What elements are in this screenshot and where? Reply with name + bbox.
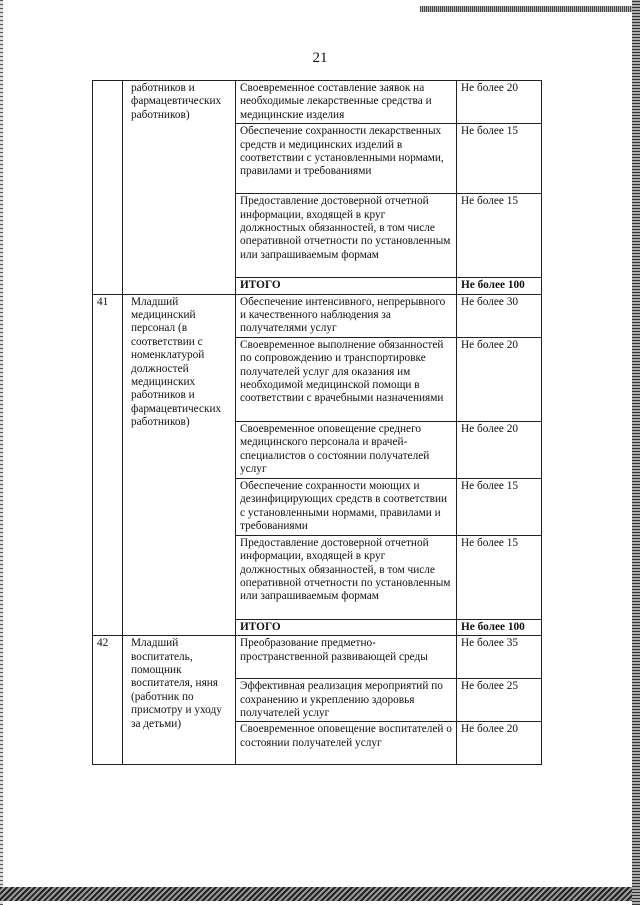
points-value: Не более 20 (457, 337, 542, 421)
points-value: Не более 20 (457, 421, 542, 478)
row-number: 42 (93, 636, 123, 765)
criteria-table (92, 80, 542, 765)
criterion-text: Предоставление достоверной отчетной информации, входящей в круг должностных обязанностей, в том числе оперативной отчетности по установленным или запрашиваемым формам (236, 194, 457, 278)
page-number: 21 (312, 50, 328, 66)
scan-edge-bottom (0, 887, 632, 901)
points-value: Не более 15 (457, 124, 542, 194)
points-value: Не более 15 (457, 478, 542, 535)
position-name: Младший воспитатель, помощник воспитателя, няня (работник по присмотру и уходу за детьми) (123, 636, 236, 765)
criterion-text: Предоставление достоверной отчетной информации, входящей в круг должностных обязанностей, в том числе оперативной отчетности по установленным или запрашиваемым формам (236, 535, 457, 619)
criterion-text: Обеспечение сохранности моющих и дезинфицирующих средств в соответствии с установленными нормами, правилами и требованиями (236, 478, 457, 535)
points-value: Не более 25 (457, 679, 542, 722)
points-value: Не более 15 (457, 194, 542, 278)
criterion-text: Своевременное оповещение воспитателей о состоянии получателей услуг (236, 722, 457, 765)
points-value: Не более 35 (457, 636, 542, 679)
points-value: Не более 20 (457, 81, 542, 124)
points-value: Не более 15 (457, 535, 542, 619)
points-value: Не более 30 (457, 294, 542, 337)
table-row (93, 636, 542, 679)
criterion-text: Преобразование предметно-пространственной развивающей среды (236, 636, 457, 679)
points-value: Не более 20 (457, 722, 542, 765)
scan-edge-left (0, 0, 3, 905)
row-number: 41 (93, 294, 123, 636)
criterion-text: Своевременное составление заявок на необходимые лекарственные средства и медицинские изделия (236, 81, 457, 124)
total-label: ИТОГО (236, 619, 457, 635)
criterion-text: Эффективная реализация мероприятий по сохранению и укреплению здоровья получателей услуг (236, 679, 457, 722)
criterion-text: Своевременное выполнение обязанностей по сопровождению и транспортировке получателей услуг для оказания им необходимой медицинской помощи в соответствии с врачебными назначениями (236, 337, 457, 421)
position-name: работников и фармацевтических работников) (123, 81, 236, 295)
scan-edge-right (632, 0, 640, 905)
scan-edge-top (420, 6, 635, 12)
total-points: Не более 100 (457, 278, 542, 294)
total-points: Не более 100 (457, 619, 542, 635)
row-number (93, 81, 123, 295)
criterion-text: Обеспечение сохранности лекарственных средств и медицинских изделий в соответствии с установленными нормами, правилами и требованиями (236, 124, 457, 194)
table-row (93, 294, 542, 337)
total-label: ИТОГО (236, 278, 457, 294)
table-row (93, 81, 542, 124)
criterion-text: Обеспечение интенсивного, непрерывного и качественного наблюдения за получателями услуг (236, 294, 457, 337)
criterion-text: Своевременное оповещение среднего медицинского персонала и врачей-специалистов о состоянии получателей услуг (236, 421, 457, 478)
position-name: Младший медицинский персонал (в соответствии с номенклатурой должностей медицинских работников и фармацевтических работников) (123, 294, 236, 636)
